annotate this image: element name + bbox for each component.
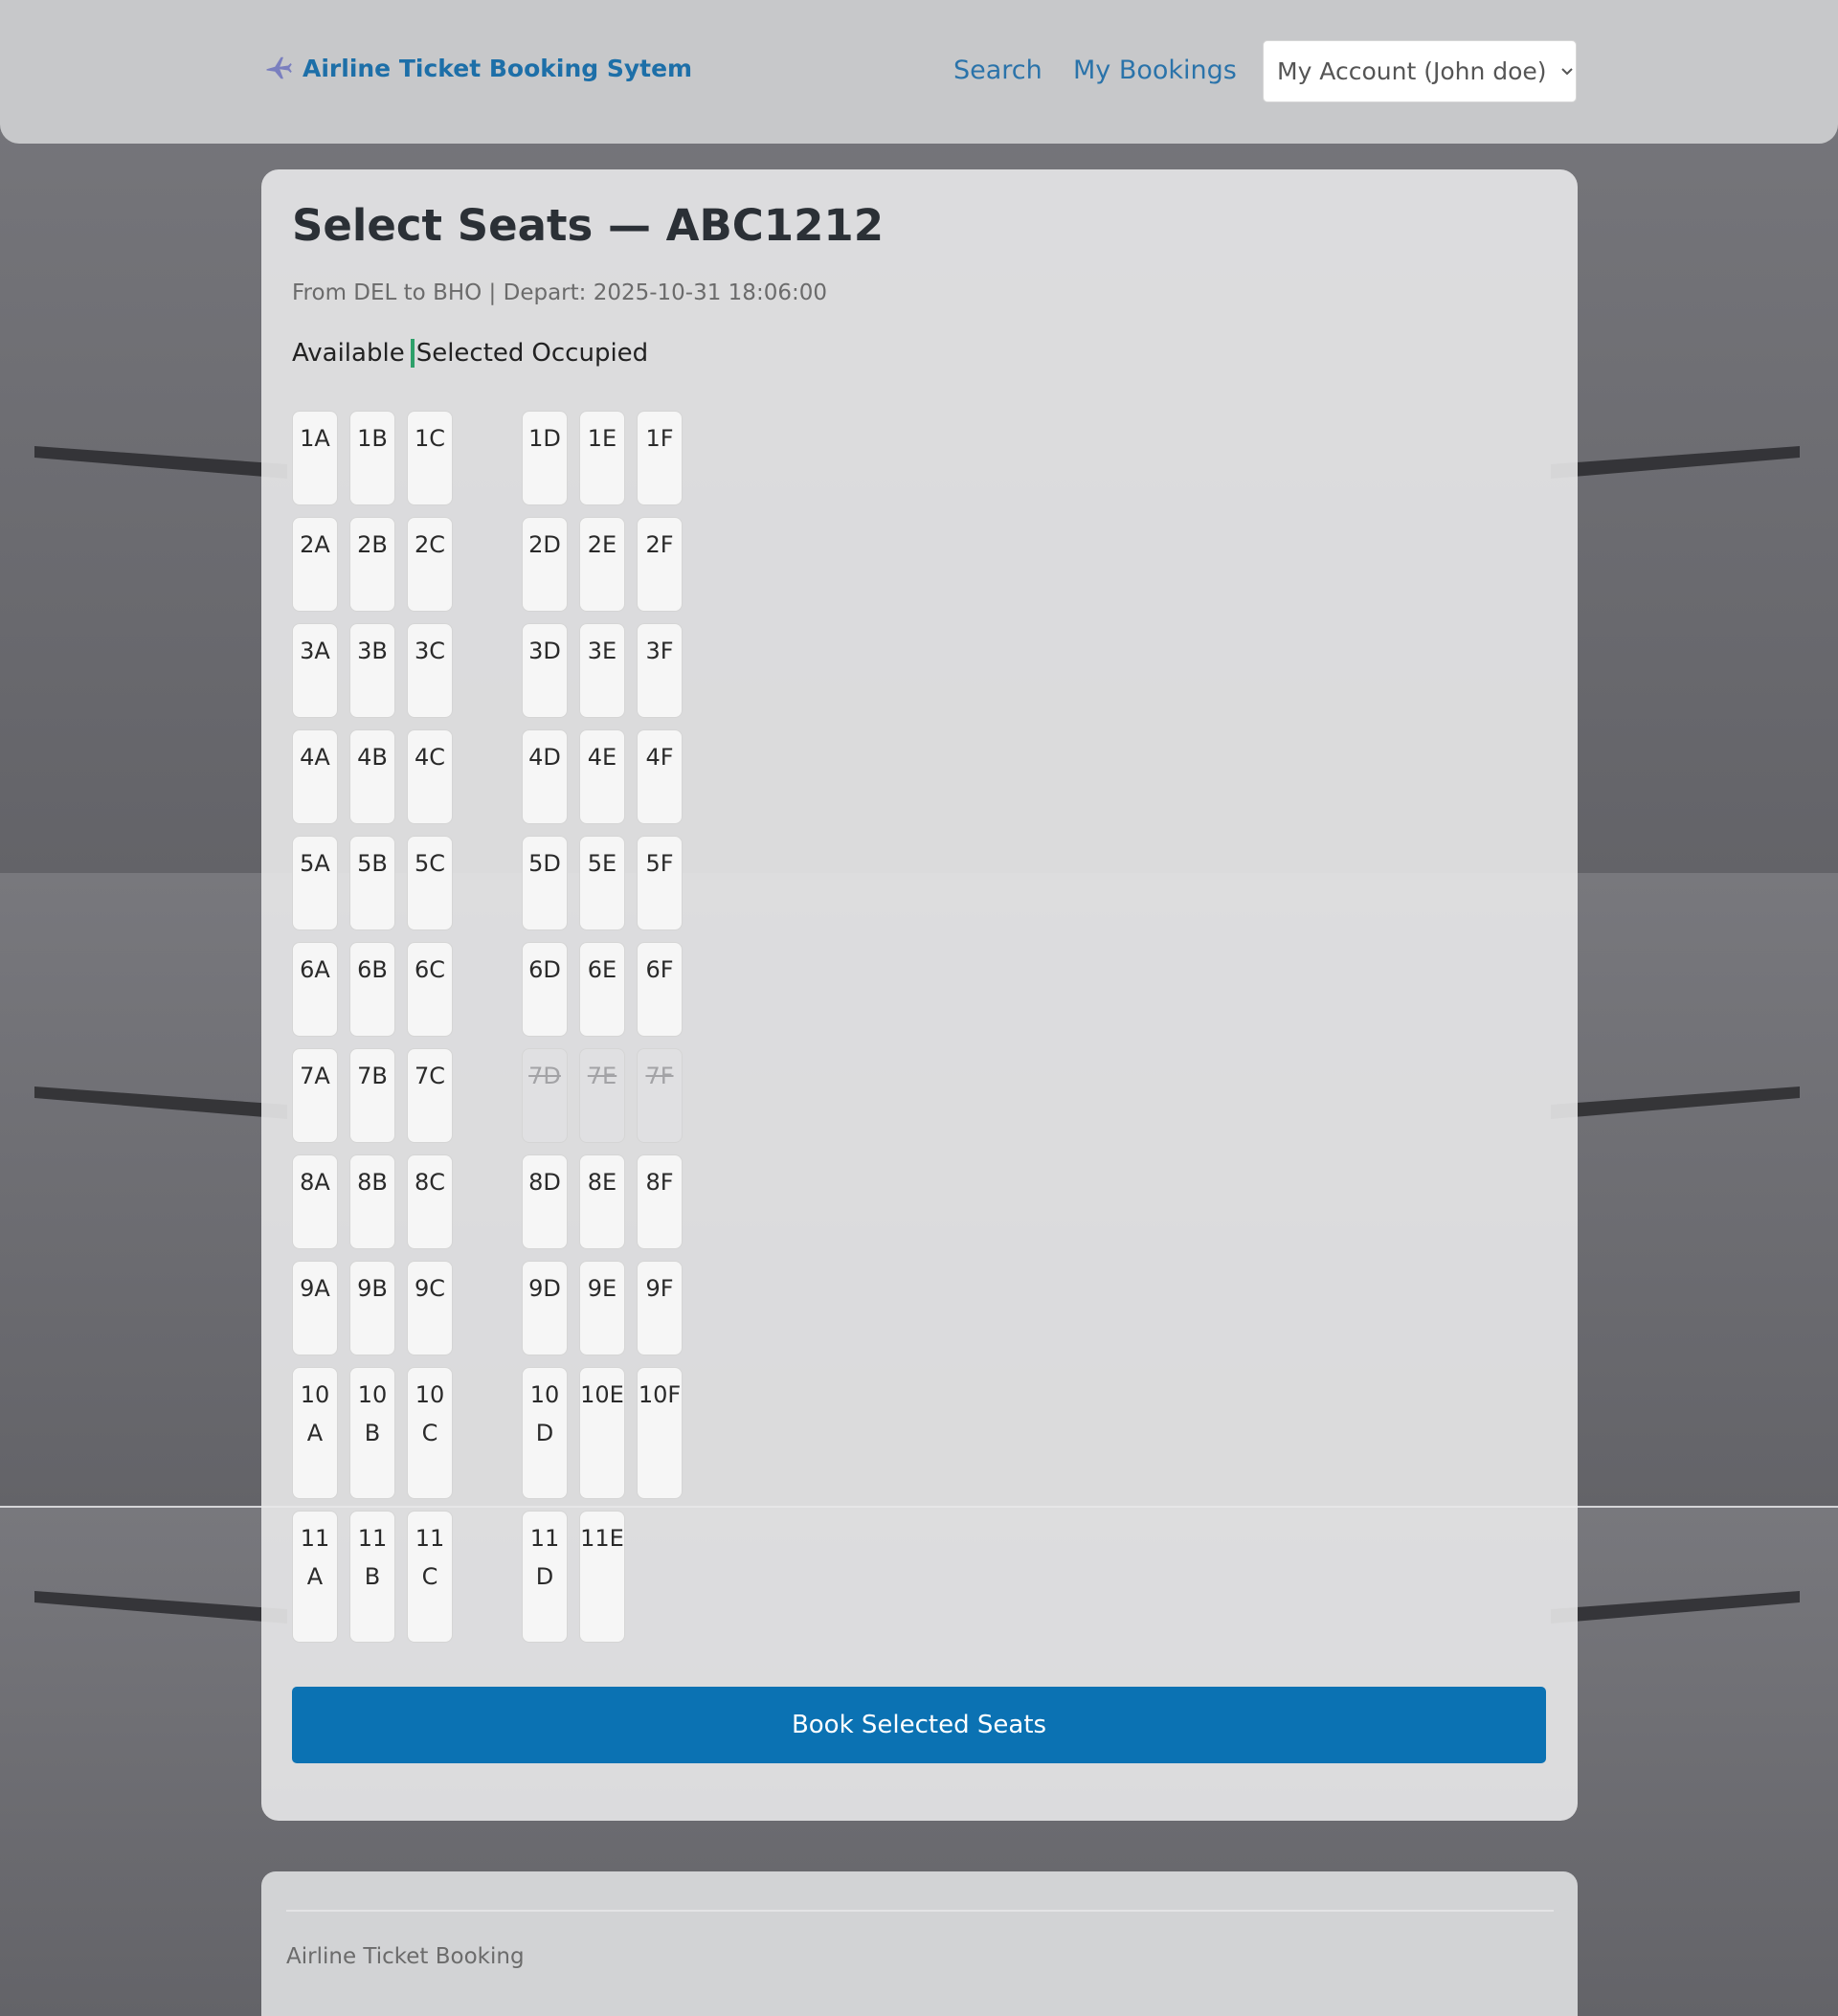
seat-1A[interactable]: 1A bbox=[292, 411, 338, 505]
page-title: Select Seats — ABC1212 bbox=[292, 200, 885, 251]
airplane-icon bbox=[264, 54, 293, 82]
seat-2D[interactable]: 2D bbox=[522, 517, 568, 612]
seat-6A[interactable]: 6A bbox=[292, 942, 338, 1037]
seat-10E[interactable]: 10E bbox=[579, 1367, 625, 1499]
account-dropdown[interactable] bbox=[1263, 40, 1577, 102]
seat-8D[interactable]: 8D bbox=[522, 1154, 568, 1249]
seat-6B[interactable]: 6B bbox=[349, 942, 395, 1037]
seat-9E[interactable]: 9E bbox=[579, 1261, 625, 1355]
seat-11C[interactable]: 11C bbox=[407, 1511, 453, 1643]
seat-8F[interactable]: 8F bbox=[637, 1154, 683, 1249]
seat-6F[interactable]: 6F bbox=[637, 942, 683, 1037]
seat-9A[interactable]: 9A bbox=[292, 1261, 338, 1355]
seat-1D[interactable]: 1D bbox=[522, 411, 568, 505]
brand[interactable] bbox=[264, 54, 692, 82]
seat-4E[interactable]: 4E bbox=[579, 729, 625, 824]
seat-9D[interactable]: 9D bbox=[522, 1261, 568, 1355]
seat-11D[interactable]: 11D bbox=[522, 1511, 568, 1643]
navbar bbox=[0, 0, 1838, 144]
seat-5C[interactable]: 5C bbox=[407, 836, 453, 930]
seat-11B[interactable]: 11B bbox=[349, 1511, 395, 1643]
footer-text: Airline Ticket Booking bbox=[286, 1944, 525, 1969]
seat-8B[interactable]: 8B bbox=[349, 1154, 395, 1249]
nav-my-bookings-link[interactable]: My Bookings bbox=[1073, 56, 1237, 85]
seat-7C[interactable]: 7C bbox=[407, 1048, 453, 1143]
seat-8A[interactable]: 8A bbox=[292, 1154, 338, 1249]
seat-5A[interactable]: 5A bbox=[292, 836, 338, 930]
footer bbox=[261, 1871, 1578, 2016]
seat-3D[interactable]: 3D bbox=[522, 623, 568, 718]
seat-4A[interactable]: 4A bbox=[292, 729, 338, 824]
seat-5F[interactable]: 5F bbox=[637, 836, 683, 930]
seat-10B[interactable]: 10B bbox=[349, 1367, 395, 1499]
legend-occupied: Occupied bbox=[531, 339, 649, 368]
footer-divider bbox=[286, 1910, 1554, 1912]
legend-selected: Selected bbox=[411, 339, 525, 368]
seat-4F[interactable]: 4F bbox=[637, 729, 683, 824]
seat-8E[interactable]: 8E bbox=[579, 1154, 625, 1249]
seat-1E[interactable]: 1E bbox=[579, 411, 625, 505]
seat-10F[interactable]: 10F bbox=[637, 1367, 683, 1499]
seat-9B[interactable]: 9B bbox=[349, 1261, 395, 1355]
seat-3E[interactable]: 3E bbox=[579, 623, 625, 718]
legend-available: Available bbox=[292, 339, 405, 368]
seat-3B[interactable]: 3B bbox=[349, 623, 395, 718]
brand-label: Airline Ticket Booking Sytem bbox=[303, 54, 693, 82]
seat-legend bbox=[292, 339, 648, 368]
seat-10C[interactable]: 10C bbox=[407, 1367, 453, 1499]
account-label: My Account (John doe) bbox=[1277, 57, 1547, 85]
seat-selection-card bbox=[261, 169, 1578, 1821]
seat-7D: 7D bbox=[522, 1048, 568, 1143]
seat-8C[interactable]: 8C bbox=[407, 1154, 453, 1249]
seat-2E[interactable]: 2E bbox=[579, 517, 625, 612]
seat-4C[interactable]: 4C bbox=[407, 729, 453, 824]
seat-7E: 7E bbox=[579, 1048, 625, 1143]
seat-5E[interactable]: 5E bbox=[579, 836, 625, 930]
seat-1C[interactable]: 1C bbox=[407, 411, 453, 505]
seat-11E[interactable]: 11E bbox=[579, 1511, 625, 1643]
seat-4B[interactable]: 4B bbox=[349, 729, 395, 824]
nav-search-link[interactable]: Search bbox=[953, 56, 1042, 85]
seat-7F: 7F bbox=[637, 1048, 683, 1143]
seat-10D[interactable]: 10D bbox=[522, 1367, 568, 1499]
seat-6E[interactable]: 6E bbox=[579, 942, 625, 1037]
seat-1B[interactable]: 1B bbox=[349, 411, 395, 505]
chevron-down-icon bbox=[1560, 65, 1574, 78]
book-selected-seats-button[interactable]: Book Selected Seats bbox=[292, 1687, 1546, 1763]
seat-6C[interactable]: 6C bbox=[407, 942, 453, 1037]
flight-details: From DEL to BHO | Depart: 2025-10-31 18:06:00 bbox=[292, 280, 827, 305]
seat-3F[interactable]: 3F bbox=[637, 623, 683, 718]
seat-2C[interactable]: 2C bbox=[407, 517, 453, 612]
seat-11A[interactable]: 11A bbox=[292, 1511, 338, 1643]
seat-3C[interactable]: 3C bbox=[407, 623, 453, 718]
seat-7A[interactable]: 7A bbox=[292, 1048, 338, 1143]
seat-9C[interactable]: 9C bbox=[407, 1261, 453, 1355]
seat-9F[interactable]: 9F bbox=[637, 1261, 683, 1355]
seat-2B[interactable]: 2B bbox=[349, 517, 395, 612]
seat-3A[interactable]: 3A bbox=[292, 623, 338, 718]
seat-10A[interactable]: 10A bbox=[292, 1367, 338, 1499]
seat-2F[interactable]: 2F bbox=[637, 517, 683, 612]
seat-2A[interactable]: 2A bbox=[292, 517, 338, 612]
seat-6D[interactable]: 6D bbox=[522, 942, 568, 1037]
seat-4D[interactable]: 4D bbox=[522, 729, 568, 824]
seat-5D[interactable]: 5D bbox=[522, 836, 568, 930]
seat-5B[interactable]: 5B bbox=[349, 836, 395, 930]
seat-1F[interactable]: 1F bbox=[637, 411, 683, 505]
seat-7B[interactable]: 7B bbox=[349, 1048, 395, 1143]
